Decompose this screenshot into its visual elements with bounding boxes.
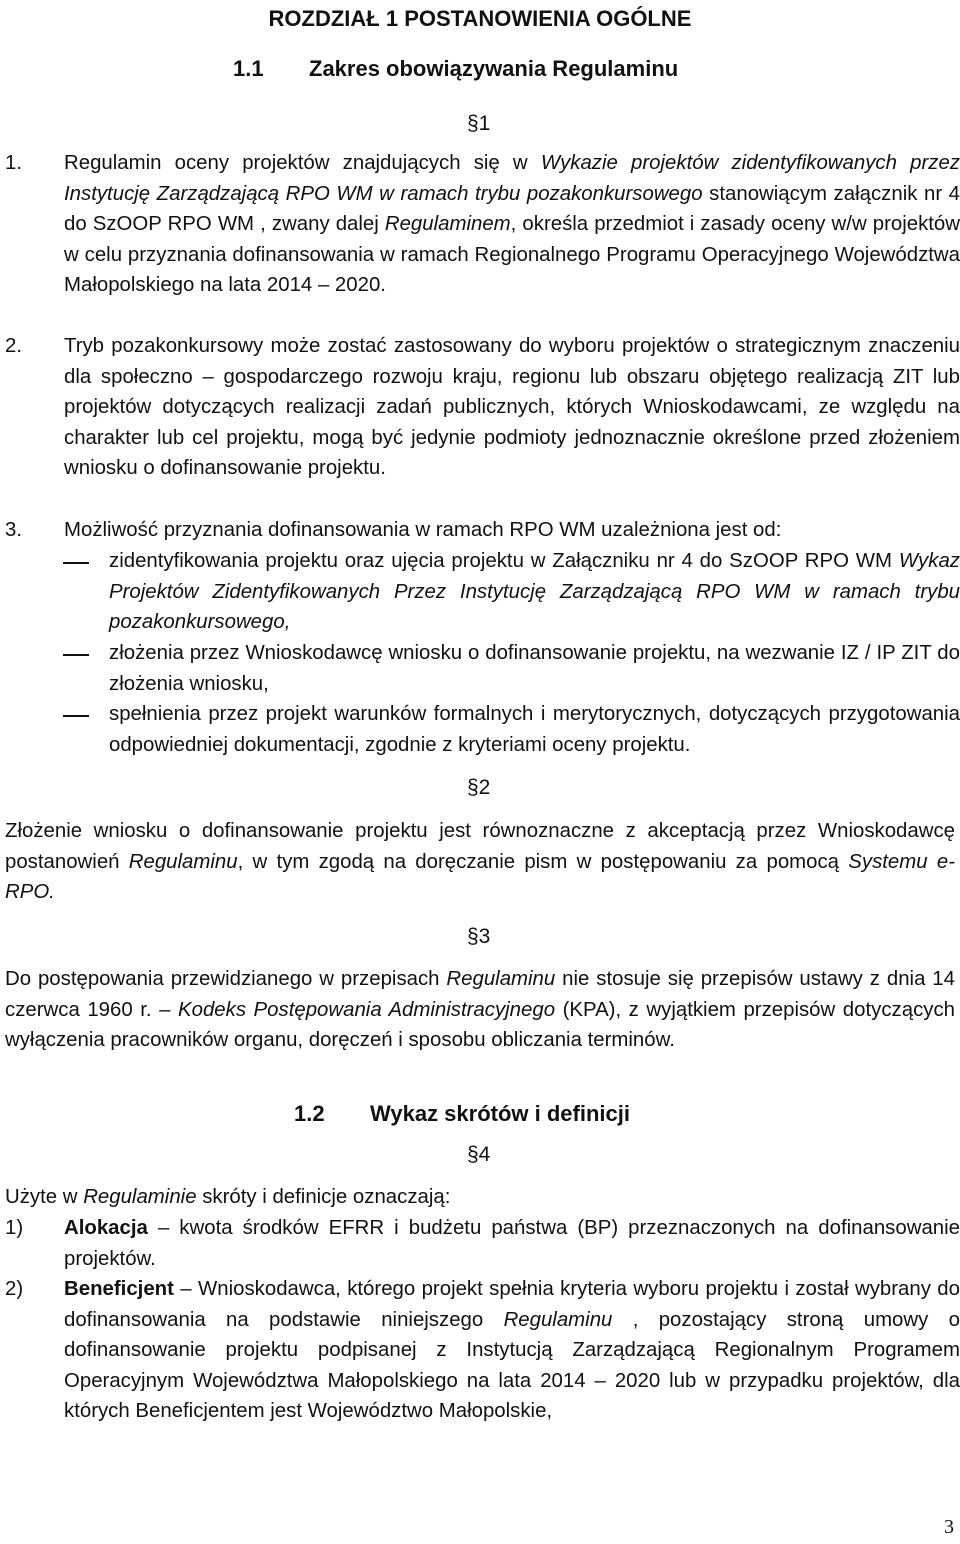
paragraph-mark-3: §3	[467, 925, 491, 948]
text-run: skróty i definicje oznaczają:	[196, 1186, 451, 1208]
text-run: , pozostający stroną umowy o dofinansowanie projektu podpisanej z Instytucją Zarządzającą Regionalnym Programem Operacyjnym Województwa Małopolskiego na lata 2014 – 2020 lub w przypadku projektów, dla których Beneficjentem jest Województwo Małopolskie,	[64, 1308, 960, 1422]
italic-run: Regulaminu	[128, 850, 238, 873]
item-text	[64, 331, 960, 484]
section-number: 1.2	[294, 1101, 325, 1126]
section-title: Zakres obowiązywania Regulaminu	[309, 56, 679, 81]
text-run: Regulamin oceny projektów znajdujących się w	[64, 152, 541, 174]
italic-run: Regulaminu	[446, 968, 556, 990]
item-text	[109, 699, 960, 760]
italic-run: Regulaminu	[503, 1308, 613, 1331]
text-run: (KPA), z wyjątkiem przepisów dotyczących wyłączenia pracowników organu, doręczeń i sposobu obliczania terminów.	[5, 998, 955, 1051]
item-number: 2.	[5, 335, 23, 357]
item-number: 3.	[5, 519, 23, 541]
text-run: zidentyfikowania projektu oraz ujęcia projektu w Załączniku nr 4 do SzOOP RPO WM	[109, 550, 899, 572]
definition-text	[64, 1274, 960, 1427]
text-run: stanowiącym załącznik nr 4 do SzOOP RPO WM , zwany dalej	[64, 182, 960, 235]
bold-term: Beneficjent	[64, 1278, 174, 1300]
text-run: Możliwość przyznania dofinansowania w ramach RPO WM uzależniona jest od:	[64, 519, 782, 541]
italic-run: Kodeks Postępowania Administracyjnego	[178, 998, 556, 1021]
paragraph-mark-4: §4	[467, 1143, 491, 1166]
bold-term: Alokacja	[64, 1217, 148, 1239]
section-heading-1-1	[233, 54, 678, 84]
definitions-intro	[5, 1182, 955, 1213]
definition-number: 2)	[5, 1278, 24, 1300]
definition-text	[64, 1213, 960, 1274]
section-heading-1-2	[294, 1099, 630, 1129]
italic-run: Regulaminem	[384, 213, 511, 235]
italic-run: Wykazie projektów zidentyfikowanych przez Instytucję Zarządzającą RPO WM w ramach trybu pozakonkursowego	[64, 152, 960, 205]
paragraph-3-text	[5, 964, 955, 1056]
item-text	[64, 148, 960, 301]
text-run: Złożenie wniosku o dofinansowanie projektu jest równoznaczne z akceptacją przez Wnioskodawcę postanowień	[5, 820, 955, 873]
paragraph-2-text	[5, 816, 955, 908]
page-number: 3	[944, 1516, 954, 1538]
text-run: Użyte w	[5, 1186, 84, 1208]
text-run: złożenia przez Wnioskodawcę wniosku o dofinansowanie projektu, na wezwanie IZ / IP ZIT do złożenia wniosku,	[109, 642, 960, 695]
paragraph-mark-1: §1	[467, 112, 491, 135]
text-run: , w tym zgodą na doręczanie pism w postępowaniu za pomocą	[237, 850, 849, 873]
item-text	[109, 546, 960, 638]
text-run: – Wnioskodawca, którego projekt spełnia kryteria wyboru projektu i został wybrany do dofinansowania na podstawie niniejszego	[64, 1278, 960, 1331]
paragraph-mark-2: §2	[467, 776, 491, 799]
item-text	[64, 515, 960, 546]
item-text	[109, 638, 960, 699]
text-run: – kwota środków EFRR i budżetu państwa (BP) przeznaczonych na dofinansowanie projektów.	[64, 1217, 960, 1270]
italic-run: Wykaz Projektów Zidentyfikowanych Przez Instytucję Zarządzającą RPO WM w ramach trybu pozakonkursowego,	[109, 550, 960, 633]
italic-run: Systemu e-RPO.	[5, 850, 955, 903]
text-run: nie stosuje się przepisów ustawy z dnia 14 czerwca 1960 r. –	[5, 968, 955, 1021]
text-run: Do postępowania przewidzianego w przepisach	[5, 968, 447, 990]
item-number: 1.	[5, 152, 23, 174]
italic-run: Regulaminie	[83, 1186, 197, 1208]
text-run: , określa przedmiot i zasady oceny w/w projektów w celu przyznania dofinansowania w ramach Regionalnego Programu Operacyjnego Województwa Małopolskiego na lata 2014 – 2020.	[64, 213, 960, 296]
text-run: Tryb pozakonkursowy może zostać zastosowany do wyboru projektów o strategicznym znaczeniu dla społeczno – gospodarczego rozwoju kraju, regionu lub obszaru objętego realizacją ZIT lub projektów dotyczących realizacji zadań publicznych, których Wnioskodawcami, ze względu na charakter lub cel projektu, mogą być jedynie podmioty jednoznacznie określone przed złożeniem wniosku o dofinansowanie projektu.	[64, 335, 960, 479]
text-run: spełnienia przez projekt warunków formalnych i merytorycznych, dotyczących przygotowania odpowiedniej dokumentacji, zgodnie z kryteriami oceny projektu.	[109, 703, 960, 756]
section-number: 1.1	[233, 56, 264, 81]
section-title: Wykaz skrótów i definicji	[370, 1101, 630, 1126]
chapter-title: ROZDZIAŁ 1 POSTANOWIENIA OGÓLNE	[268, 6, 692, 31]
definition-number: 1)	[5, 1217, 24, 1239]
